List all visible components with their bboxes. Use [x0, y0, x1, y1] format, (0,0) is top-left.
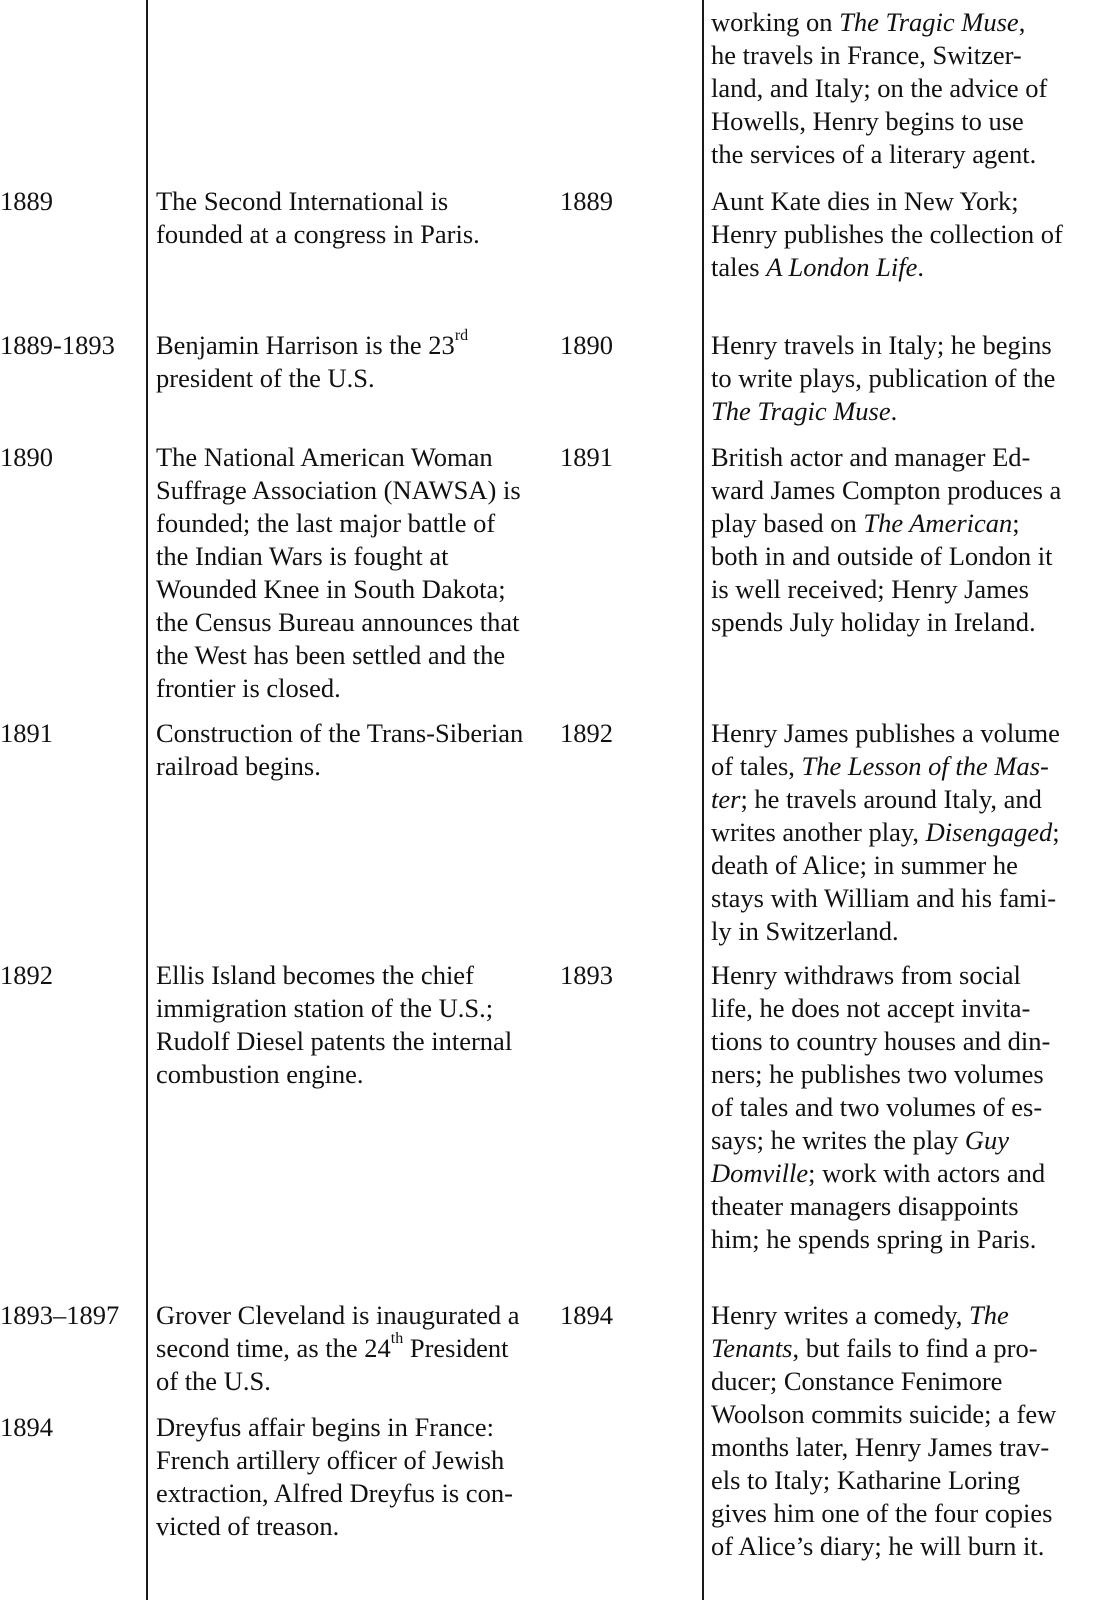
text-run: Aunt Kate dies in New York;: [711, 186, 1019, 216]
james-year: 1891: [560, 442, 613, 472]
text-run: to write plays, publication of the: [711, 363, 1056, 393]
text-line: [156, 507, 521, 540]
text-line: [711, 1332, 1056, 1365]
text-run: life, he does not accept invita-: [711, 993, 1031, 1023]
italic-title: The American: [863, 508, 1013, 538]
text-line: [156, 1510, 513, 1543]
text-run: immigration station of the U.S.;: [156, 993, 494, 1023]
text-run: months later, Henry James trav-: [711, 1432, 1050, 1462]
text-run: ners; he publishes two volumes: [711, 1059, 1044, 1089]
text-run: says; he writes the play: [711, 1125, 965, 1155]
text-line: [156, 329, 468, 362]
text-run: railroad begins.: [156, 751, 321, 781]
text-run: he travels in France, Switzer-: [711, 40, 1022, 70]
world-event: [156, 1299, 520, 1398]
james-year: 1894: [560, 1300, 613, 1330]
italic-title: The Tragic Muse: [711, 396, 891, 426]
text-line: [156, 1025, 512, 1058]
text-run: Construction of the Trans-Siberian: [156, 718, 524, 748]
text-run: stays with William and his fami-: [711, 883, 1057, 913]
text-run: president of the U.S.: [156, 363, 375, 393]
italic-title: The: [969, 1300, 1009, 1330]
text-line: [711, 915, 1060, 948]
james-year: 1890: [560, 330, 613, 360]
text-run: Henry publishes the collection of: [711, 219, 1063, 249]
ordinal-suffix: rd: [454, 327, 469, 345]
world-event: [156, 959, 512, 1091]
text-run: Suffrage Association (NAWSA) is: [156, 475, 521, 505]
text-line: [711, 1025, 1050, 1058]
italic-title: The Tragic Muse: [839, 7, 1019, 37]
text-run: .: [917, 252, 924, 282]
text-run: founded at a congress in Paris.: [156, 219, 480, 249]
text-line: [156, 1444, 513, 1477]
text-run: Rudolf Diesel patents the internal: [156, 1026, 513, 1056]
text-line: [711, 750, 1060, 783]
james-event: [711, 329, 1055, 428]
text-run: ducer; Constance Fenimore: [711, 1366, 1003, 1396]
text-line: [156, 1411, 513, 1444]
text-run: the West has been settled and the: [156, 640, 506, 670]
text-run: death of Alice; in summer he: [711, 850, 1018, 880]
italic-title: Domville: [711, 1158, 809, 1188]
text-run: Howells, Henry begins to use: [711, 106, 1024, 136]
text-line: [156, 441, 521, 474]
text-line: [711, 540, 1061, 573]
text-line: [156, 717, 523, 750]
text-run: ;: [1052, 817, 1060, 847]
text-run: Wounded Knee in South Dakota;: [156, 574, 506, 604]
text-line: [711, 816, 1060, 849]
text-line: [156, 639, 521, 672]
text-run: Dreyfus affair begins in France:: [156, 1412, 495, 1442]
italic-title: Tenants: [711, 1333, 793, 1363]
text-line: [711, 1398, 1056, 1431]
text-line: [156, 1477, 513, 1510]
text-run: combustion engine.: [156, 1059, 364, 1089]
text-run: ; work with actors and: [808, 1158, 1046, 1188]
text-line: [156, 992, 512, 1025]
text-line: [711, 1157, 1050, 1190]
text-run: working on: [711, 7, 840, 37]
text-line: [711, 218, 1063, 251]
text-run: play based on: [711, 508, 864, 538]
world-year: 1889-1893: [0, 330, 115, 360]
james-event-continuation: [711, 6, 1047, 171]
text-line: [711, 717, 1060, 750]
text-run: Grover Cleveland is inaugurated a: [156, 1300, 520, 1330]
text-line: [156, 218, 480, 251]
text-line: [711, 362, 1055, 395]
text-run: Ellis Island becomes the chief: [156, 960, 474, 990]
text-run: the Indian Wars is fought at: [156, 541, 449, 571]
text-line: [156, 540, 521, 573]
text-line: [711, 959, 1050, 992]
italic-title: The Lesson of the Mas-: [801, 751, 1049, 781]
text-run: British actor and manager Ed-: [711, 442, 1031, 472]
text-run: of tales,: [711, 751, 802, 781]
text-line: [711, 138, 1047, 171]
text-run: Benjamin Harrison is the 23: [156, 330, 455, 360]
italic-title: ter: [711, 784, 741, 814]
text-run: tions to country houses and din-: [711, 1026, 1051, 1056]
text-run: ,: [1018, 7, 1026, 37]
italic-title: A London Life: [766, 252, 918, 282]
text-run: the services of a literary agent.: [711, 139, 1037, 169]
text-run: frontier is closed.: [156, 673, 341, 703]
italic-title: Disengaged: [925, 817, 1053, 847]
world-event: [156, 1411, 513, 1543]
text-line: [711, 1091, 1050, 1124]
text-line: [156, 1299, 520, 1332]
text-line: [711, 474, 1061, 507]
text-run: of tales and two volumes of es-: [711, 1092, 1043, 1122]
text-run: ward James Compton produces a: [711, 475, 1062, 505]
text-run: gives him one of the four copies: [711, 1498, 1053, 1528]
world-year: 1889: [0, 186, 53, 216]
world-event: [156, 329, 468, 395]
text-run: The Second International is: [156, 186, 449, 216]
james-event: [711, 959, 1050, 1256]
text-run: Henry James publishes a volume: [711, 718, 1060, 748]
text-line: [156, 1365, 520, 1398]
text-run: land, and Italy; on the advice of: [711, 73, 1048, 103]
text-line: [156, 750, 523, 783]
text-line: [711, 1431, 1056, 1464]
world-event: [156, 185, 480, 251]
text-run: theater managers disappoints: [711, 1191, 1019, 1221]
text-line: [711, 849, 1060, 882]
text-line: [156, 1332, 520, 1365]
text-line: [711, 1299, 1056, 1332]
text-line: [711, 1124, 1050, 1157]
text-line: [711, 1530, 1056, 1563]
text-run: tales: [711, 252, 767, 282]
text-line: [711, 39, 1047, 72]
text-line: [711, 329, 1055, 362]
james-event: [711, 717, 1060, 948]
text-run: ;: [1012, 508, 1020, 538]
italic-title: Guy: [964, 1125, 1010, 1155]
text-line: [711, 1365, 1056, 1398]
text-line: [711, 1464, 1056, 1497]
column-rule-right: [702, 0, 704, 1600]
world-event: [156, 717, 523, 783]
text-run: Henry writes a comedy,: [711, 1300, 970, 1330]
text-run: Woolson commits suicide; a few: [711, 1399, 1057, 1429]
text-line: [711, 882, 1060, 915]
text-run: second time, as the 24: [156, 1333, 391, 1363]
james-event: [711, 185, 1063, 284]
text-run: ly in Switzerland.: [711, 916, 899, 946]
text-run: of the U.S.: [156, 1366, 271, 1396]
text-line: [156, 362, 468, 395]
text-line: [711, 251, 1063, 284]
world-year: 1892: [0, 960, 53, 990]
text-run: of Alice’s diary; he will burn it.: [711, 1531, 1045, 1561]
text-line: [711, 992, 1050, 1025]
text-line: [711, 1497, 1056, 1530]
text-line: [711, 573, 1061, 606]
james-year: 1889: [560, 186, 613, 216]
text-run: The National American Woman: [156, 442, 493, 472]
text-run: ; he travels around Italy, and: [740, 784, 1042, 814]
text-run: President: [403, 1333, 509, 1363]
james-year: 1892: [560, 718, 613, 748]
text-line: [711, 783, 1060, 816]
james-event: [711, 1299, 1056, 1563]
james-year: 1893: [560, 960, 613, 990]
text-line: [156, 959, 512, 992]
text-run: Henry travels in Italy; he begins: [711, 330, 1052, 360]
text-line: [711, 507, 1061, 540]
text-run: els to Italy; Katharine Loring: [711, 1465, 1021, 1495]
james-event: [711, 441, 1061, 639]
text-run: founded; the last major battle of: [156, 508, 496, 538]
world-year: 1893–1897: [0, 1300, 120, 1330]
text-run: victed of treason.: [156, 1511, 340, 1541]
text-run: spends July holiday in Ireland.: [711, 607, 1036, 637]
world-year: 1890: [0, 442, 53, 472]
text-line: [711, 1223, 1050, 1256]
text-line: [711, 1190, 1050, 1223]
text-line: [711, 441, 1061, 474]
text-run: him; he spends spring in Paris.: [711, 1224, 1037, 1254]
text-run: .: [890, 396, 898, 426]
text-line: [711, 606, 1061, 639]
text-line: [156, 185, 480, 218]
world-event: [156, 441, 521, 705]
text-line: [711, 1058, 1050, 1091]
text-run: , but fails to find a pro-: [792, 1333, 1038, 1363]
text-line: [156, 474, 521, 507]
ordinal-suffix: th: [390, 1330, 404, 1348]
text-line: [156, 573, 521, 606]
text-run: extraction, Alfred Dreyfus is con-: [156, 1478, 513, 1508]
world-year: 1894: [0, 1412, 53, 1442]
text-line: [711, 72, 1047, 105]
text-line: [156, 1058, 512, 1091]
text-line: [156, 672, 521, 705]
text-run: writes another play,: [711, 817, 926, 847]
text-run: is well received; Henry James: [711, 574, 1029, 604]
text-run: both in and outside of London it: [711, 541, 1053, 571]
column-rule-left: [146, 0, 148, 1600]
text-run: Henry withdraws from social: [711, 960, 1021, 990]
text-line: [156, 606, 521, 639]
text-line: [711, 6, 1047, 39]
world-year: 1891: [0, 718, 53, 748]
text-line: [711, 395, 1055, 428]
text-run: the Census Bureau announces that: [156, 607, 520, 637]
text-run: French artillery officer of Jewish: [156, 1445, 505, 1475]
text-line: [711, 185, 1063, 218]
text-line: [711, 105, 1047, 138]
